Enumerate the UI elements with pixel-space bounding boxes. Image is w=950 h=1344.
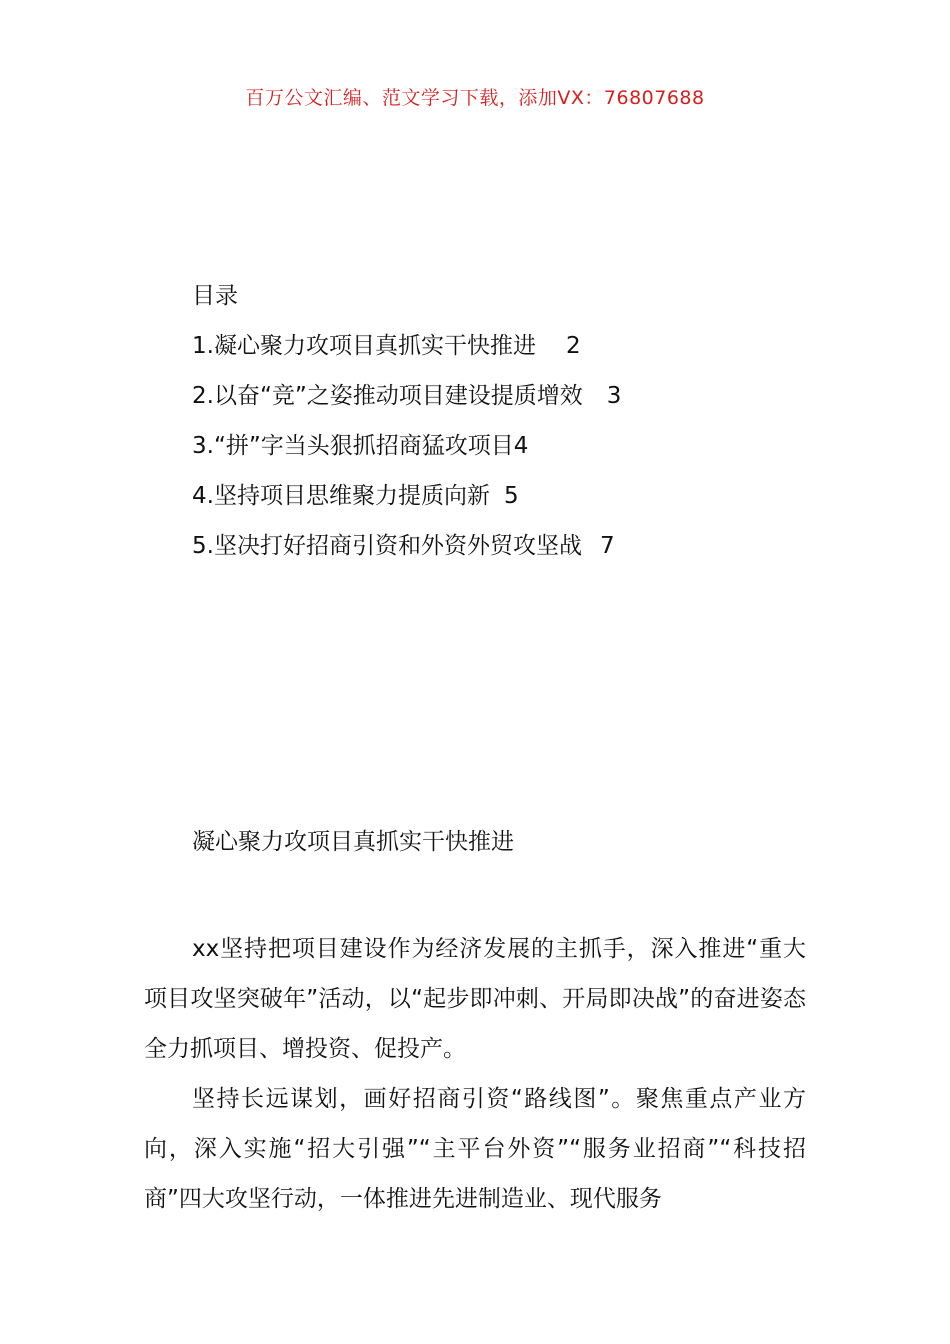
toc-item-page: 5 bbox=[503, 483, 519, 509]
toc-item[interactable] bbox=[192, 480, 832, 512]
toc-item-label: 1.凝心聚力攻项目真抓实干快推进 bbox=[192, 333, 536, 359]
toc-item[interactable] bbox=[192, 430, 832, 462]
toc-item-label: 2.以奋“竞”之姿推动项目建设提质增效 bbox=[192, 383, 583, 409]
toc-item[interactable] bbox=[192, 530, 832, 562]
toc-title: 目录 bbox=[192, 283, 238, 309]
toc-item-label: 4.坚持项目思维聚力提质向新 bbox=[192, 483, 490, 509]
paragraph: 坚持长远谋划，画好招商引资“路线图”。聚焦重点产业方向，深入实施“招大引强”“主平台外资”“服务业招商”“科技招商”四大攻坚行动，一体推进先进制造业、现代服务 bbox=[144, 1086, 806, 1212]
toc-item-label: 5.坚决打好招商引资和外资外贸攻坚战 bbox=[192, 533, 582, 559]
section-title: 凝心聚力攻项目真抓实干快推进 bbox=[192, 829, 514, 855]
toc-item[interactable] bbox=[192, 330, 832, 362]
paragraph: xx坚持把项目建设作为经济发展的主抓手，深入推进“重大项目攻坚突破年”活动，以“起步即冲刺、开局即决战”的奋进姿态全力抓项目、增投资、促投产。 bbox=[144, 936, 806, 1062]
toc-item-page: 3 bbox=[606, 383, 622, 409]
toc-item-page: 7 bbox=[599, 533, 615, 559]
toc-item-page: 2 bbox=[565, 333, 581, 359]
toc-item-page: 4 bbox=[513, 433, 529, 459]
body-text bbox=[144, 924, 806, 1224]
watermark-notice: 百万公文汇编、范文学习下载，添加VX：76807688 bbox=[245, 87, 705, 109]
table-of-contents bbox=[192, 280, 832, 580]
toc-item-label: 3.“拼”字当头狠抓招商猛攻项目 bbox=[192, 433, 514, 459]
toc-item[interactable] bbox=[192, 380, 832, 412]
